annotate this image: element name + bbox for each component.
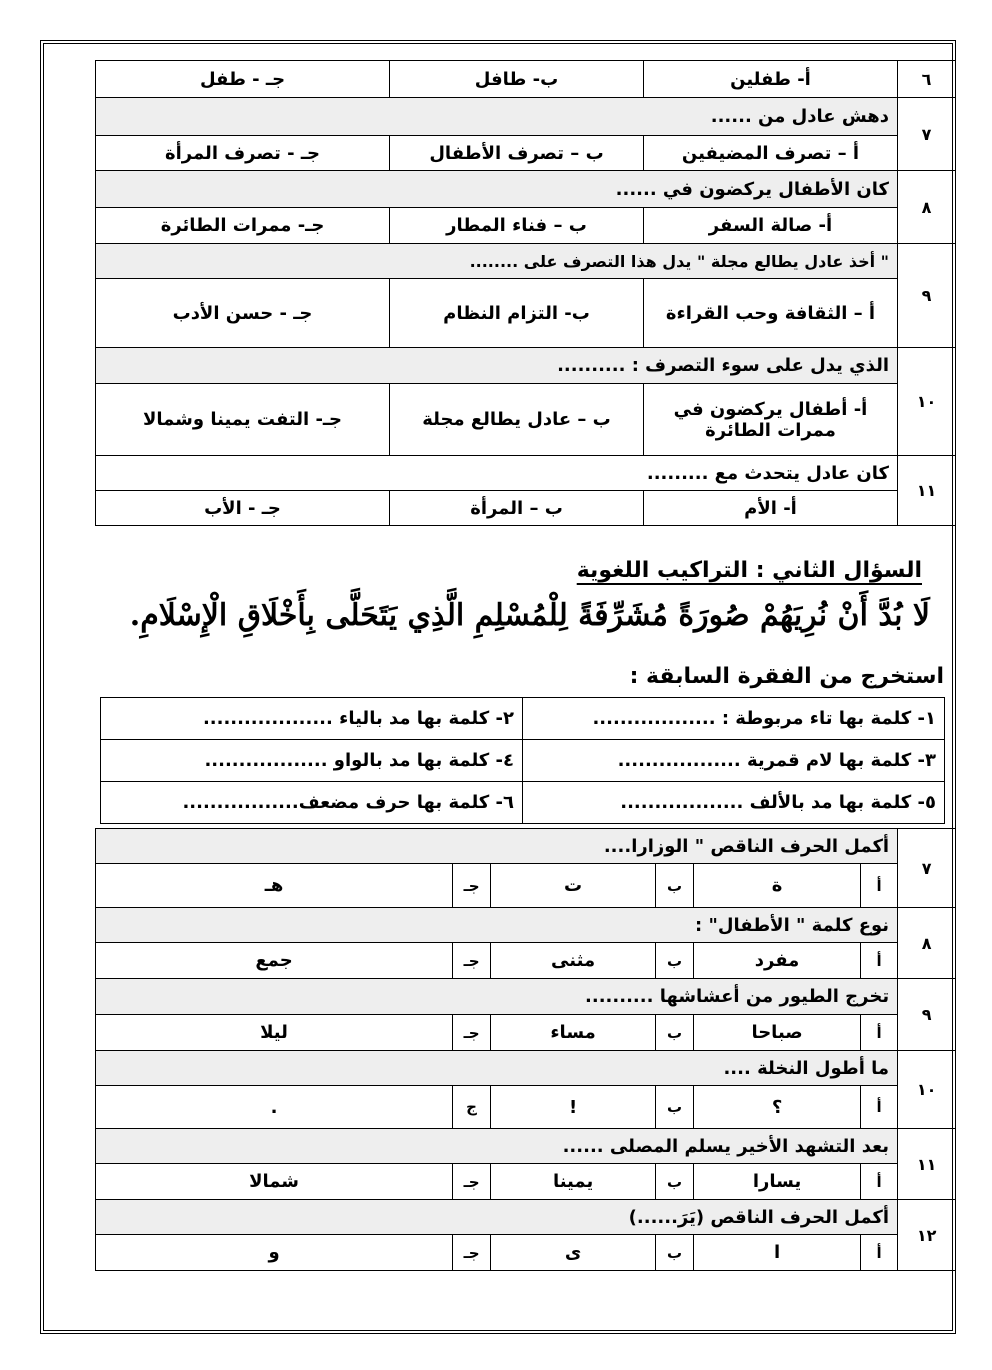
option-b: ! bbox=[491, 1086, 656, 1129]
question-number: ١٠ bbox=[898, 1051, 956, 1129]
option-a: أ- طفلين bbox=[644, 61, 898, 98]
question-number: ١٢ bbox=[898, 1200, 956, 1271]
option-c: جـ- ممرات الطائرة bbox=[96, 208, 390, 244]
grammar-table bbox=[95, 828, 956, 1271]
option-a: أ – الثقافة وحب القراءة bbox=[644, 279, 898, 348]
option-letter-a: أ bbox=[861, 943, 898, 979]
option-c: جـ - طفل bbox=[96, 61, 390, 98]
question-number: ٧ bbox=[898, 829, 956, 908]
extract-table bbox=[100, 697, 945, 824]
question-number: ٨ bbox=[898, 171, 956, 244]
option-b: ب – عادل يطالع مجلة bbox=[390, 384, 644, 456]
option-letter-b: ب bbox=[656, 864, 694, 908]
extract-item: ٥- كلمة بها مد بالألف .................. bbox=[523, 782, 945, 824]
option-letter-b: ب bbox=[656, 1015, 694, 1051]
option-a: أ- صالة السفر bbox=[644, 208, 898, 244]
question-text: " أخذ عادل يطالع مجلة " يدل هذا التصرف على ........ bbox=[96, 244, 898, 279]
option-c: شمالا bbox=[96, 1164, 453, 1200]
instruction: استخرج من الفقرة السابقة : bbox=[629, 664, 944, 689]
question-row bbox=[96, 1200, 956, 1235]
question-text: كان عادل يتحدث مع ......... bbox=[96, 456, 898, 491]
option-b: ى bbox=[491, 1235, 656, 1271]
option-letter-c: جـ bbox=[453, 1164, 491, 1200]
option-c: جمع bbox=[96, 943, 453, 979]
question-number: ١٠ bbox=[898, 348, 956, 456]
table-row bbox=[101, 782, 945, 824]
option-a: مفرد bbox=[694, 943, 861, 979]
option-letter-b: ب bbox=[656, 1235, 694, 1271]
option-c: جـ - الأب bbox=[96, 491, 390, 526]
question-text: أكمل الحرف الناقص (يَرَ......) bbox=[96, 1200, 898, 1235]
passage-sentence: لَا بُدَّ أَنْ نُرِيَهُمْ صُورَةً مُشَرِّفَةً لِلْمُسْلِمِ الَّذِي يَتَحَلَّى بِأَخْلَاقِ الْإِسْلَامِ. bbox=[129, 598, 930, 633]
options-row bbox=[96, 864, 956, 908]
extract-item: ٤- كلمة بها مد بالواو .................. bbox=[101, 740, 523, 782]
question-row bbox=[96, 979, 956, 1015]
question-number: ٧ bbox=[898, 98, 956, 171]
option-letter-a: أ bbox=[861, 1015, 898, 1051]
option-a: يسارا bbox=[694, 1164, 861, 1200]
option-c: جـ - حسن الأدب bbox=[96, 279, 390, 348]
option-b: ب – المرأة bbox=[390, 491, 644, 526]
option-letter-b: ب bbox=[656, 1164, 694, 1200]
option-letter-c: جـ bbox=[453, 864, 491, 908]
option-letter-a: أ bbox=[861, 1086, 898, 1129]
option-letter-a: أ bbox=[861, 1235, 898, 1271]
option-b: ت bbox=[491, 864, 656, 908]
option-a: صباحا bbox=[694, 1015, 861, 1051]
option-b: ب – تصرف الأطفال bbox=[390, 136, 644, 171]
options-row bbox=[96, 1015, 956, 1051]
extract-item: ١- كلمة بها تاء مربوطة : .................. bbox=[523, 698, 945, 740]
options-row bbox=[96, 1086, 956, 1129]
options-row bbox=[96, 943, 956, 979]
question-row bbox=[96, 829, 956, 864]
option-letter-b: ب bbox=[656, 1086, 694, 1129]
option-letter-a: أ bbox=[861, 864, 898, 908]
question-row bbox=[96, 1051, 956, 1086]
option-b: ب- التزام النظام bbox=[390, 279, 644, 348]
option-b: يمينا bbox=[491, 1164, 656, 1200]
options-row bbox=[96, 1235, 956, 1271]
section-title: السؤال الثاني : التراكيب اللغوية bbox=[576, 558, 922, 583]
option-c: هـ bbox=[96, 864, 453, 908]
question-text: كان الأطفال يركضون في ...... bbox=[96, 171, 898, 208]
table-row bbox=[101, 698, 945, 740]
option-b: مثنى bbox=[491, 943, 656, 979]
question-number: ١١ bbox=[898, 456, 956, 526]
question-text: أكمل الحرف الناقص " الوزارا.... bbox=[96, 829, 898, 864]
question-text: ما أطول النخلة .... bbox=[96, 1051, 898, 1086]
option-a: ة bbox=[694, 864, 861, 908]
extract-item: ٦- كلمة بها حرف مضعف................. bbox=[101, 782, 523, 824]
option-c: ليلا bbox=[96, 1015, 453, 1051]
option-b: ب- طافل bbox=[390, 61, 644, 98]
question-number: ٦ bbox=[898, 61, 956, 98]
option-b: مساء bbox=[491, 1015, 656, 1051]
option-letter-c: جـ bbox=[453, 1235, 491, 1271]
option-letter-c: جـ bbox=[453, 1015, 491, 1051]
question-text: دهش عادل من ...... bbox=[96, 98, 898, 136]
question-number: ٩ bbox=[898, 979, 956, 1051]
question-text: الذي يدل على سوء التصرف : .......... bbox=[96, 348, 898, 384]
option-letter-a: أ bbox=[861, 1164, 898, 1200]
option-letter-c: ج bbox=[453, 1086, 491, 1129]
option-a: أ – تصرف المضيفين bbox=[644, 136, 898, 171]
option-letter-c: جـ bbox=[453, 943, 491, 979]
table-row bbox=[101, 740, 945, 782]
question-number: ٨ bbox=[898, 908, 956, 979]
extract-item: ٢- كلمة بها مد بالياء ................... bbox=[101, 698, 523, 740]
question-text: تخرج الطيور من أعشاشها .......... bbox=[96, 979, 898, 1015]
question-text: نوع كلمة " الأطفال" : bbox=[96, 908, 898, 943]
extract-item: ٣- كلمة بها لام قمرية .................. bbox=[523, 740, 945, 782]
comprehension-table bbox=[95, 60, 956, 526]
option-c: . bbox=[96, 1086, 453, 1129]
option-b: ب – فناء المطار bbox=[390, 208, 644, 244]
options-row bbox=[96, 1164, 956, 1200]
option-a: ؟ bbox=[694, 1086, 861, 1129]
option-a: ا bbox=[694, 1235, 861, 1271]
question-text: بعد التشهد الأخير يسلم المصلى ...... bbox=[96, 1129, 898, 1164]
option-letter-b: ب bbox=[656, 943, 694, 979]
option-a: أ- أطفال يركضون في ممرات الطائرة bbox=[644, 384, 898, 456]
option-a: أ- الأم bbox=[644, 491, 898, 526]
table-row bbox=[96, 61, 956, 98]
question-row bbox=[96, 908, 956, 943]
question-number: ١١ bbox=[898, 1129, 956, 1200]
question-number: ٩ bbox=[898, 244, 956, 348]
question-row bbox=[96, 1129, 956, 1164]
option-c: و bbox=[96, 1235, 453, 1271]
option-c: جـ - تصرف المرأة bbox=[96, 136, 390, 171]
option-c: جـ- التفت يمينا وشمالا bbox=[96, 384, 390, 456]
